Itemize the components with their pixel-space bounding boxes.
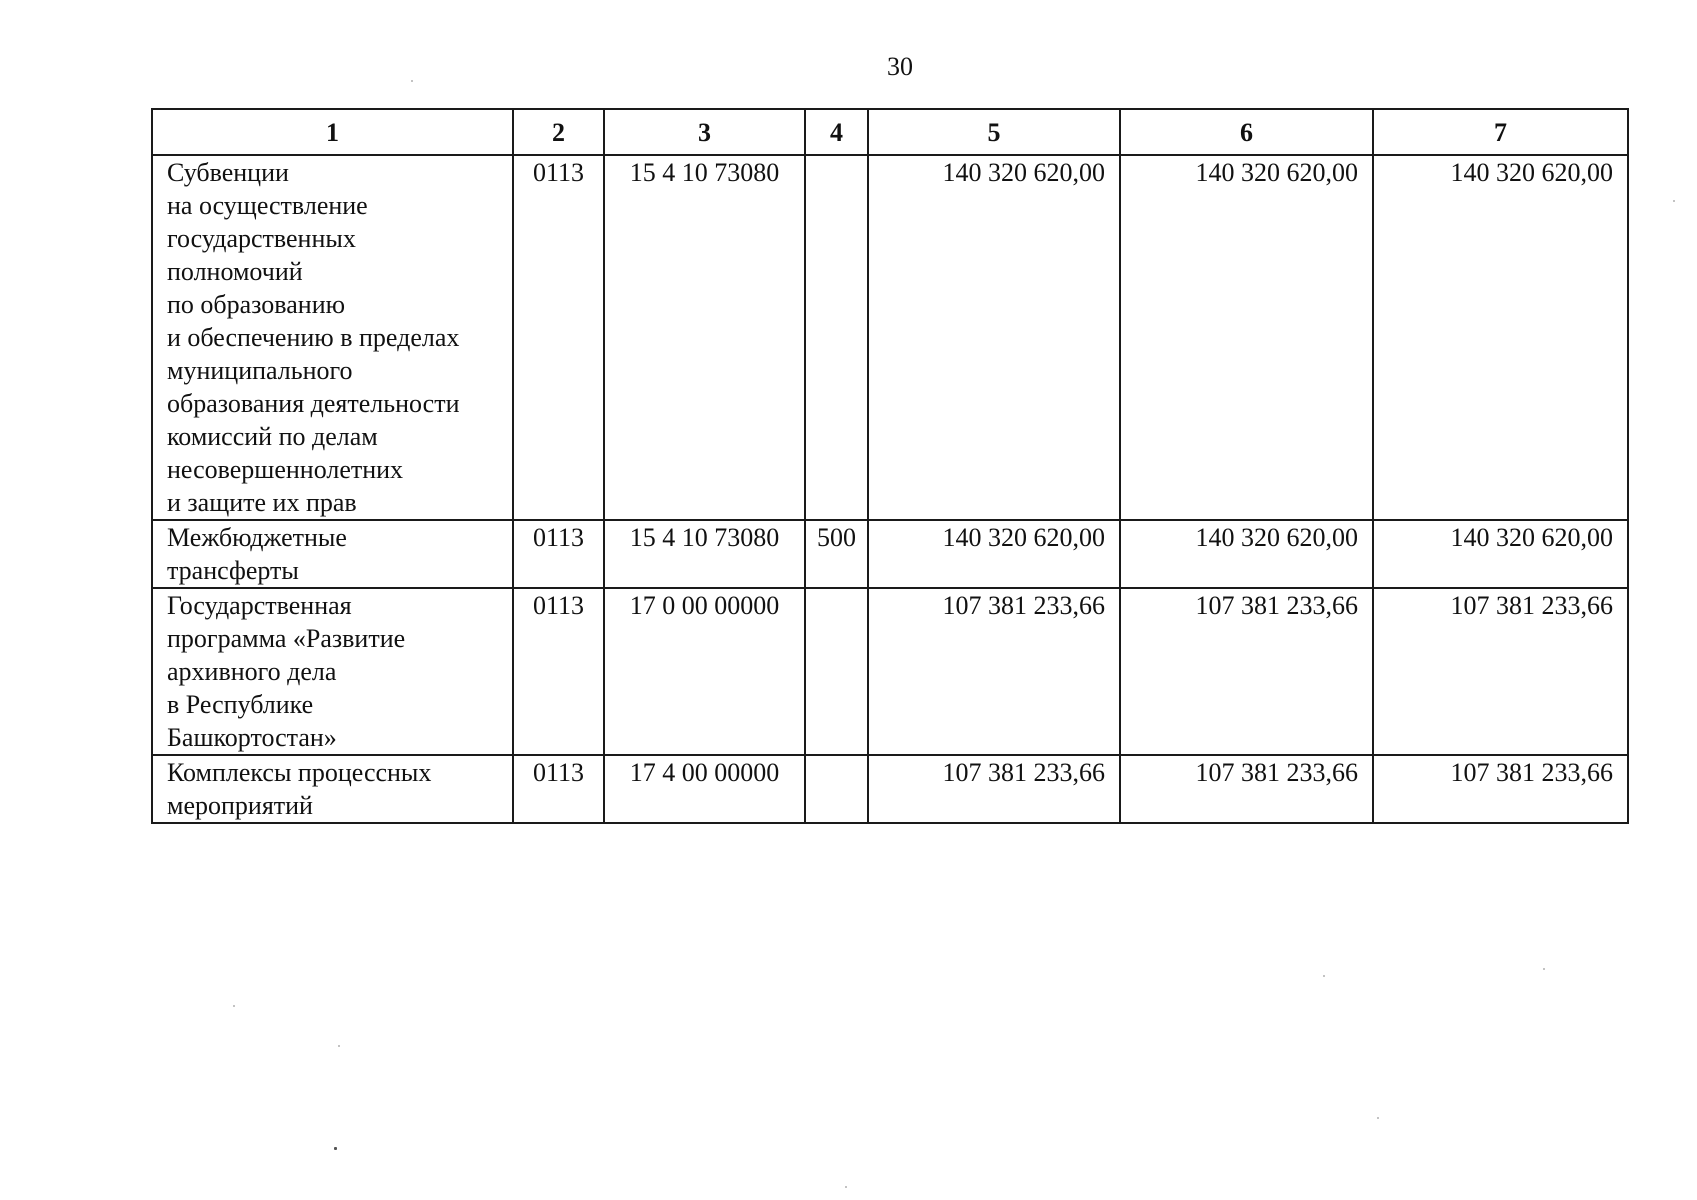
column-header-6: 6	[1120, 109, 1373, 155]
row-name: Государственная программа «Развитие архивного дела в Республике Башкортостан»	[152, 588, 513, 755]
row-amount-col7: 140 320 620,00	[1373, 155, 1628, 520]
row-name: Субвенции на осуществление государственных полномочий по образованию и обеспечению в пределах муниципального образования деятельности комиссий по делам несовершеннолетних и защите их прав	[152, 155, 513, 520]
table-row	[152, 520, 1628, 588]
row-target-code: 15 4 10 73080	[604, 155, 805, 520]
row-target-code: 17 0 00 00000	[604, 588, 805, 755]
row-expense-type: 500	[805, 520, 868, 588]
row-expense-type	[805, 588, 868, 755]
column-header-1: 1	[152, 109, 513, 155]
row-amount-col7: 107 381 233,66	[1373, 755, 1628, 823]
row-name: Комплексы процессных мероприятий	[152, 755, 513, 823]
table-row	[152, 588, 1628, 755]
budget-table	[151, 108, 1629, 824]
row-expense-type	[805, 155, 868, 520]
row-amount-col6: 107 381 233,66	[1120, 588, 1373, 755]
column-header-2: 2	[513, 109, 604, 155]
row-section-code: 0113	[513, 588, 604, 755]
table-row	[152, 755, 1628, 823]
row-amount-col6: 140 320 620,00	[1120, 520, 1373, 588]
row-amount-col7: 140 320 620,00	[1373, 520, 1628, 588]
row-amount-col5: 140 320 620,00	[868, 155, 1120, 520]
column-header-3: 3	[604, 109, 805, 155]
row-amount-col6: 140 320 620,00	[1120, 155, 1373, 520]
row-amount-col5: 140 320 620,00	[868, 520, 1120, 588]
row-amount-col6: 107 381 233,66	[1120, 755, 1373, 823]
column-header-7: 7	[1373, 109, 1628, 155]
row-section-code: 0113	[513, 755, 604, 823]
row-amount-col5: 107 381 233,66	[868, 755, 1120, 823]
row-section-code: 0113	[513, 155, 604, 520]
column-header-4: 4	[805, 109, 868, 155]
row-section-code: 0113	[513, 520, 604, 588]
row-target-code: 15 4 10 73080	[604, 520, 805, 588]
row-amount-col5: 107 381 233,66	[868, 588, 1120, 755]
row-target-code: 17 4 00 00000	[604, 755, 805, 823]
row-amount-col7: 107 381 233,66	[1373, 588, 1628, 755]
column-header-5: 5	[868, 109, 1120, 155]
row-name: Межбюджетные трансферты	[152, 520, 513, 588]
table-header-row	[152, 109, 1628, 155]
table-row	[152, 155, 1628, 520]
row-expense-type	[805, 755, 868, 823]
page-number: 30	[887, 52, 913, 81]
